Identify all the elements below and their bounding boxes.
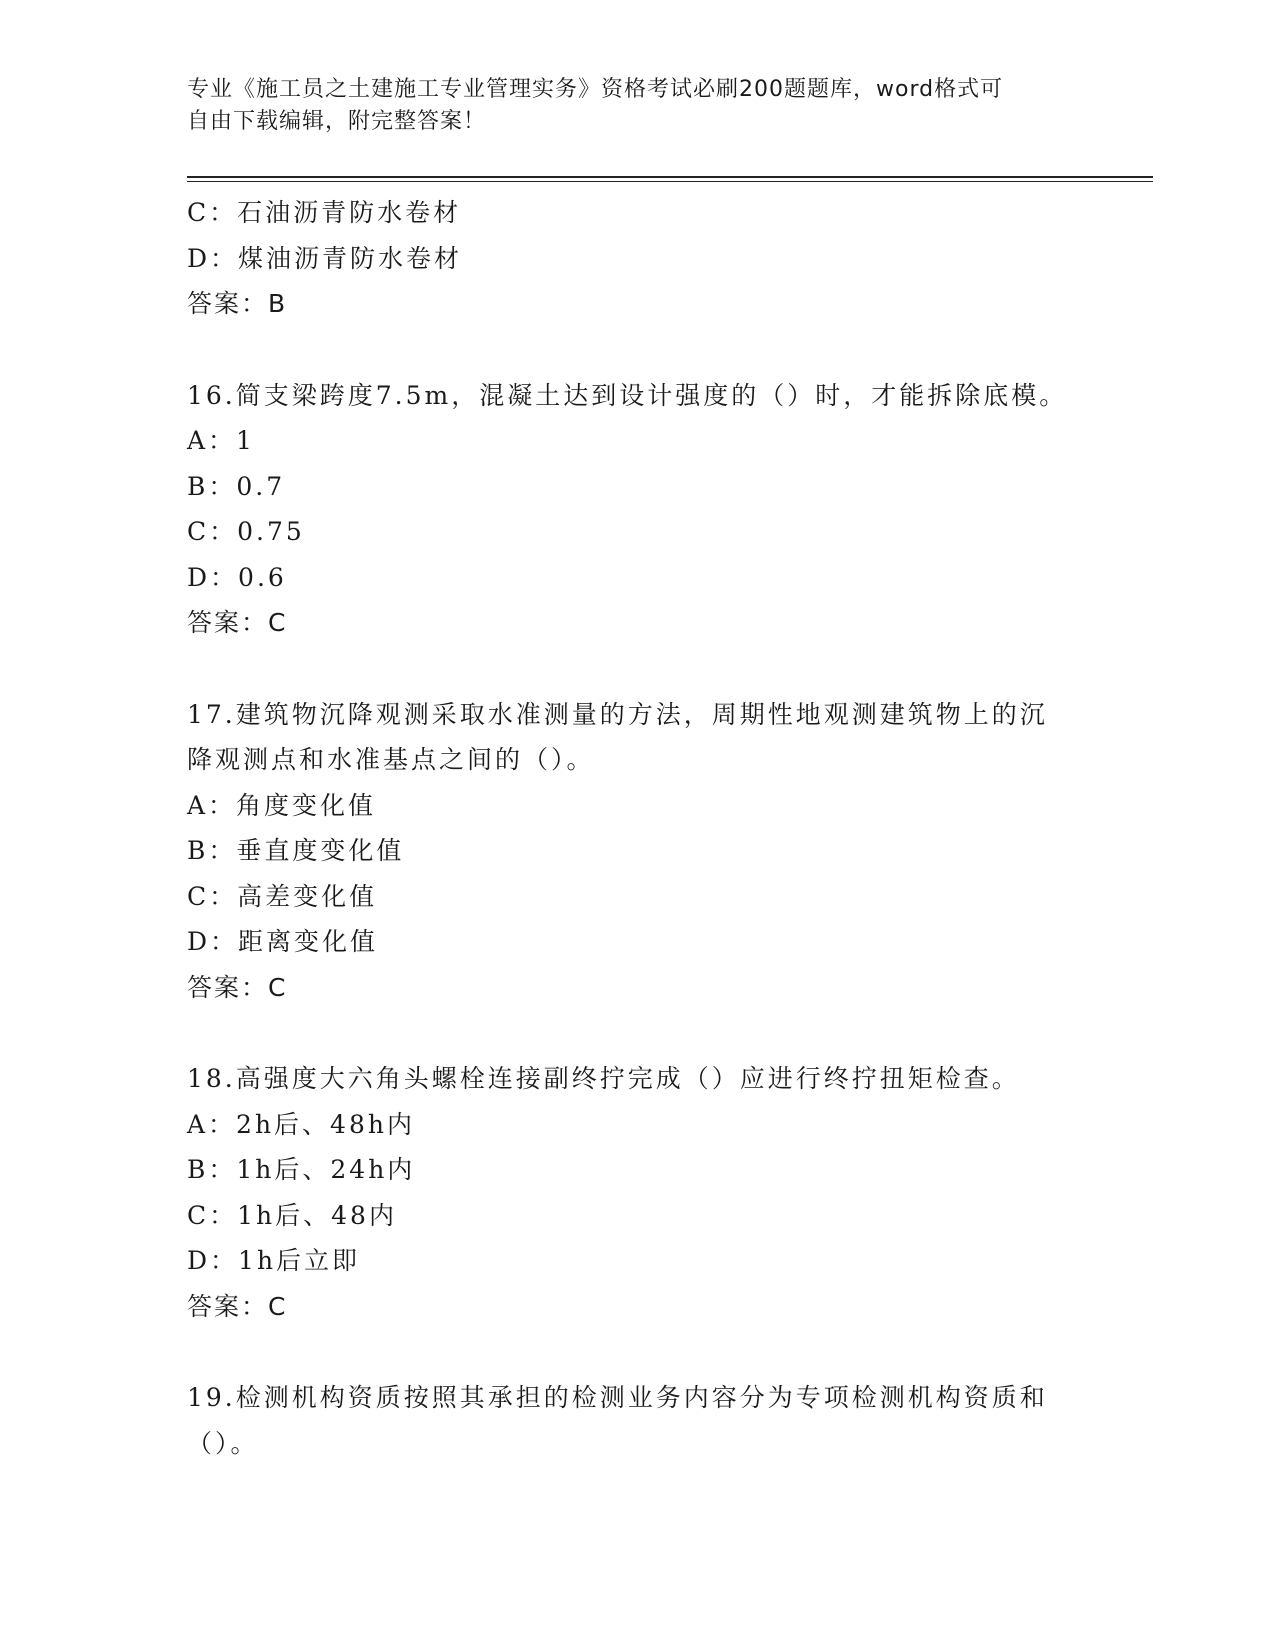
header-divider-thin (187, 181, 1153, 182)
header-line-2: 自由下载编辑，附完整答案！ (187, 109, 487, 134)
question-15 (187, 190, 1087, 327)
option-b: B：1h后、24h内 (187, 1155, 416, 1184)
question-19 (187, 1375, 1087, 1466)
option-d: D：1h后立即 (187, 1246, 361, 1275)
option-c: C：0.75 (187, 517, 305, 546)
question-stem-line-2: 降观测点和水准基点之间的（）。 (187, 745, 595, 774)
question-stem-line-2: （）。 (187, 1428, 259, 1458)
question-17 (187, 692, 1087, 1011)
question-stem-line-1: 17.建筑物沉降观测采取水准测量的方法，周期性地观测建筑物上的沉 (187, 699, 1048, 729)
question-spacer (187, 1010, 1087, 1056)
question-list (187, 190, 1087, 1466)
question-spacer (187, 327, 1087, 373)
answer-label: 答案：B (187, 289, 288, 318)
question-spacer (187, 646, 1087, 692)
option-d: D：0.6 (187, 562, 287, 592)
question-16 (187, 373, 1087, 646)
option-a: A：2h后、48h内 (187, 1109, 415, 1139)
option-c: C：1h后、48内 (187, 1200, 397, 1230)
question-stem: 18.高强度大六角头螺栓连接副终拧完成（）应进行终拧扭矩检查。 (187, 1064, 1020, 1093)
question-stem-line-1: 19.检测机构资质按照其承担的检测业务内容分为专项检测机构资质和 (187, 1383, 1048, 1412)
option-d: D：距离变化值 (187, 927, 379, 956)
answer-label: 答案：C (187, 972, 288, 1002)
header-divider-thick (187, 176, 1153, 178)
answer-label: 答案：C (187, 1291, 288, 1321)
question-18 (187, 1056, 1087, 1329)
option-c: C：石油沥青防水卷材 (187, 198, 462, 227)
option-d: D：煤油沥青防水卷材 (187, 243, 463, 273)
question-spacer (187, 1329, 1087, 1375)
question-stem: 16.简支梁跨度7.5m，混凝土达到设计强度的（）时，才能拆除底模。 (187, 380, 1068, 410)
option-a: A：角度变化值 (187, 790, 377, 820)
option-a: A：1 (187, 426, 255, 455)
answer-label: 答案：C (187, 608, 288, 637)
document-header (187, 74, 1067, 138)
option-b: B：垂直度变化值 (187, 836, 405, 865)
header-line-1: 专业《施工员之土建施工专业管理实务》资格考试必刷200题题库，word格式可 (187, 77, 1004, 102)
option-c: C：高差变化值 (187, 881, 378, 911)
option-b: B：0.7 (187, 471, 286, 501)
